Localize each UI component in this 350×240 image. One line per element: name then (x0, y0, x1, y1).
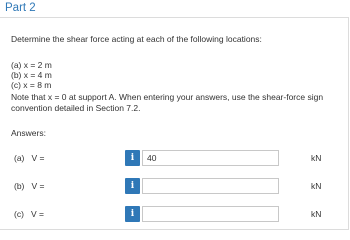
answer-row-b (14, 178, 344, 194)
info-icon[interactable]: i (125, 150, 140, 166)
sign-convention-note: Note that x = 0 at support A. When entering your answers, use the shear-force sign convention detailed in Section 7.2. (11, 92, 324, 113)
answer-input-a[interactable] (142, 150, 279, 166)
answer-input-b[interactable] (142, 178, 279, 194)
location-a: (a) x = 2 m (11, 60, 52, 70)
question-card (0, 17, 349, 230)
question-prompt: Determine the shear force acting at each of the following locations: (11, 34, 262, 44)
unit-label-b: kN (311, 181, 322, 191)
answer-row-a (14, 150, 344, 166)
answer-label-b: (b) V = (14, 181, 45, 191)
unit-label-a: kN (311, 153, 322, 163)
location-b: (b) x = 4 m (11, 70, 52, 80)
answers-label: Answers: (11, 128, 46, 138)
unit-label-c: kN (311, 209, 322, 219)
info-icon[interactable]: i (125, 206, 140, 222)
location-c: (c) x = 8 m (11, 80, 52, 90)
answer-label-c: (c) V = (14, 209, 44, 219)
answer-row-c (14, 206, 344, 222)
answer-input-c[interactable] (142, 206, 279, 222)
answer-label-a: (a) V = (14, 153, 45, 163)
info-icon[interactable]: i (125, 178, 140, 194)
part-title: Part 2 (5, 2, 36, 14)
